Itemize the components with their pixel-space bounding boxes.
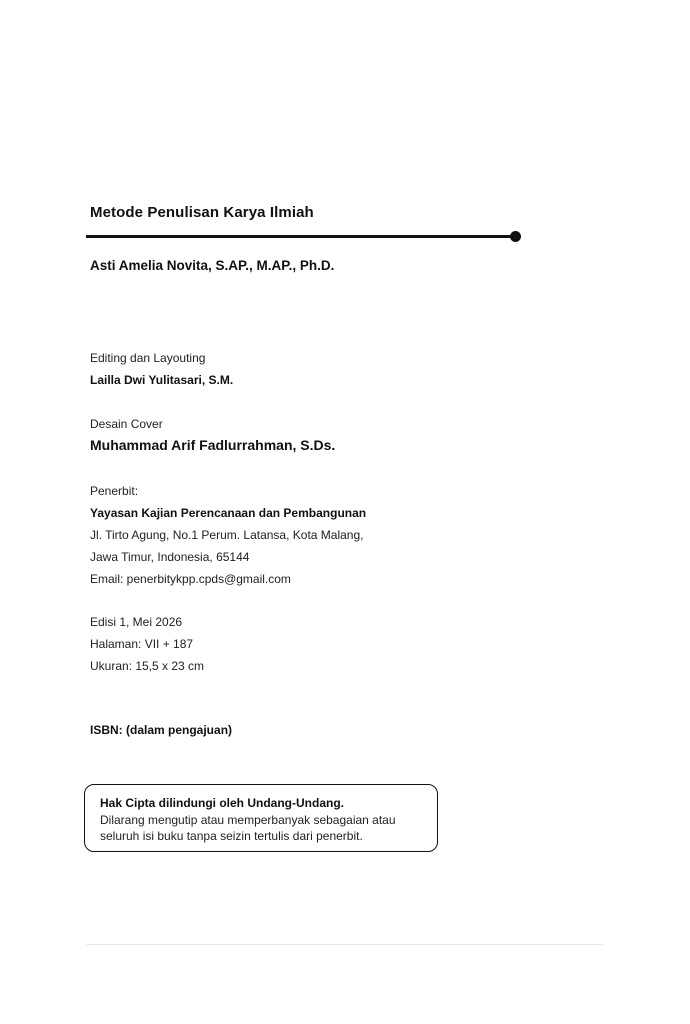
cover-designer-name: Muhammad Arif Fadlurrahman, S.Ds. [90,437,336,453]
isbn: ISBN: (dalam pengajuan) [90,723,233,737]
publisher-name: Yayasan Kajian Perencanaan dan Pembangunan [90,506,367,520]
edition-info: Edisi 1, Mei 2026 [90,615,183,629]
publisher-address-line-1: Jl. Tirto Agung, No.1 Perum. Latansa, Kota Malang, [90,528,364,542]
book-size: Ukuran: 15,5 x 23 cm [90,659,205,673]
title-divider-dot [510,231,521,242]
book-title: Metode Penulisan Karya Ilmiah [90,204,314,221]
copyright-notice [84,784,438,852]
cover-label: Desain Cover [90,417,163,431]
footer-divider [86,944,603,945]
publisher-address-line-2: Jawa Timur, Indonesia, 65144 [90,550,250,564]
copyright-title: Hak Cipta dilindungi oleh Undang-Undang. [100,796,344,810]
publisher-email: Email: penerbitykpp.cpds@gmail.com [90,572,291,586]
copyright-text: Dilarang mengutip atau memperbanyak sebagaian atau seluruh isi buku tanpa seizin tertulis dari penerbit. [100,813,396,843]
title-divider [86,235,514,238]
publisher-label: Penerbit: [90,484,139,498]
editing-label: Editing dan Layouting [90,351,206,365]
author-name: Asti Amelia Novita, S.AP., M.AP., Ph.D. [90,258,335,273]
page-count: Halaman: VII + 187 [90,637,194,651]
editing-name: Lailla Dwi Yulitasari, S.M. [90,373,234,387]
